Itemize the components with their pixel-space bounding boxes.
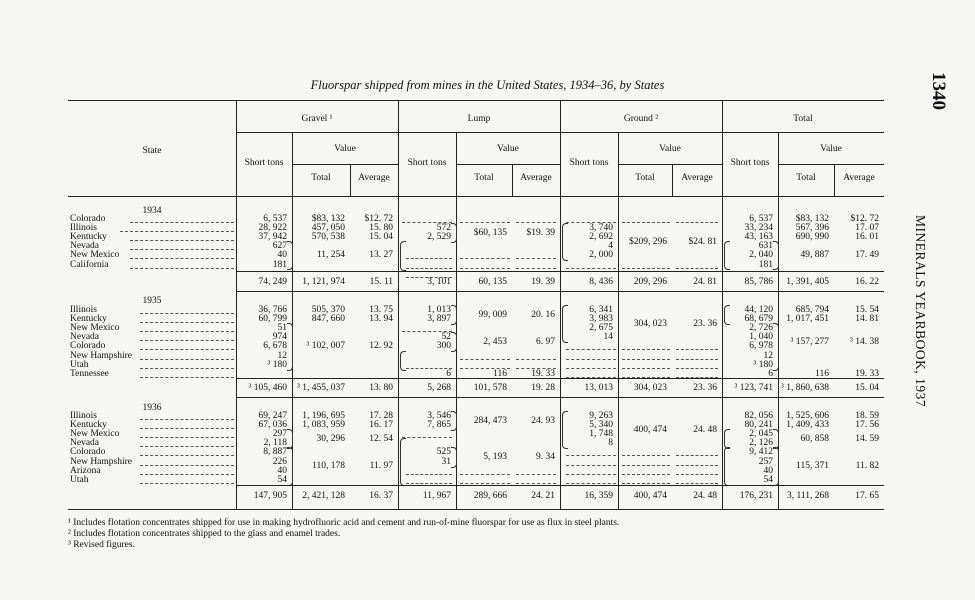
state-name: Utah xyxy=(70,474,89,485)
value-total-header: Total xyxy=(635,173,655,183)
state-name: California xyxy=(70,259,109,270)
table-cell: 505, 370 xyxy=(311,305,345,315)
leader-dashes xyxy=(516,222,556,223)
table-cell: 11. 97 xyxy=(369,461,393,472)
table-cell: 115, 371 xyxy=(796,461,829,472)
leader-dashes xyxy=(140,483,234,484)
table-cell: 685, 794 xyxy=(795,305,829,315)
table-cell: 37, 942 xyxy=(258,232,287,243)
table-cell: 54 xyxy=(277,474,287,485)
leader-dashes xyxy=(622,349,670,350)
table-cell: 15. 04 xyxy=(855,383,879,393)
leader-dashes xyxy=(566,483,616,484)
table-cell: 40 xyxy=(763,465,773,476)
leader-dashes xyxy=(676,359,718,360)
table-cell: 101, 578 xyxy=(473,383,507,393)
leader-dashes xyxy=(402,331,452,332)
leader-dashes xyxy=(406,474,452,475)
leader-dashes xyxy=(622,474,670,475)
value-header: Value xyxy=(497,144,519,154)
short-tons-header: Short tons xyxy=(244,158,284,168)
table-cell: 4 xyxy=(608,241,613,252)
table-cell: 16. 22 xyxy=(855,277,879,287)
leader-dashes xyxy=(676,465,718,466)
leader-dashes xyxy=(566,474,616,475)
rule-line xyxy=(456,164,560,165)
table-cell: 116 xyxy=(815,368,829,379)
table-cell: 3, 983 xyxy=(589,314,613,325)
table-cell: 3, 101 xyxy=(427,277,451,287)
table-cell: 304, 023 xyxy=(633,318,667,329)
state-name: Illinois xyxy=(70,411,97,421)
state-name: New Mexico xyxy=(70,250,120,261)
year-label: 1936 xyxy=(142,403,162,413)
table-cell: 1, 409, 433 xyxy=(786,420,829,431)
table-cell: 209, 296 xyxy=(633,277,667,287)
table-cell: 2, 529 xyxy=(427,232,451,243)
state-name: New Hampshire xyxy=(70,350,132,361)
state-name: New Mexico xyxy=(70,323,120,334)
rule-line xyxy=(236,485,884,486)
leader-dashes xyxy=(516,483,556,484)
table-cell: 1, 017, 451 xyxy=(786,314,829,325)
table-cell: 11, 967 xyxy=(422,491,451,501)
footnote-3: ³ Revised figures. xyxy=(68,540,135,550)
brace xyxy=(724,429,730,449)
table-cell: 3, 897 xyxy=(427,314,451,325)
table-cell: 23. 36 xyxy=(693,383,717,393)
table-cell: 19. 39 xyxy=(531,277,555,287)
state-name: Nevada xyxy=(70,241,100,252)
leader-dashes xyxy=(566,222,616,223)
state-name: Nevada xyxy=(70,332,100,343)
table-cell: 24. 48 xyxy=(693,491,717,501)
year-label: 1934 xyxy=(142,206,162,216)
running-head: MINERALS YEARBOOK, 1937 xyxy=(913,215,928,408)
table-cell: 17. 56 xyxy=(855,420,879,431)
table-cell: 9, 412 xyxy=(749,447,773,458)
table-cell: 6. 97 xyxy=(536,336,555,347)
table-cell: 19. 28 xyxy=(531,383,555,393)
table-cell: 1, 391, 405 xyxy=(786,277,829,287)
table-cell: 181 xyxy=(272,259,287,270)
table-cell: $24. 81 xyxy=(688,236,717,247)
brace xyxy=(724,241,730,269)
leader-dashes xyxy=(130,268,234,269)
table-cell: 2, 000 xyxy=(589,250,613,261)
table-cell: 16. 17 xyxy=(369,420,393,431)
table-cell: 847, 660 xyxy=(311,314,345,325)
value-header: Value xyxy=(659,144,681,154)
table-cell: 226 xyxy=(272,456,287,467)
footnote-1: ¹ Includes flotation concentrates shipped for use in making hydrofluoric acid and cement and run-of-mine fluorspar for use as flux in steel plants. xyxy=(68,518,620,528)
leader-dashes xyxy=(516,368,556,369)
rule-line xyxy=(292,164,398,165)
table-cell: 400, 474 xyxy=(633,491,667,501)
state-header: State xyxy=(142,146,162,156)
ground-header: Ground ² xyxy=(623,114,659,124)
table-cell: 2, 045 xyxy=(749,429,773,440)
leader-dashes xyxy=(676,368,718,369)
table-cell: ³ 105, 460 xyxy=(248,383,287,393)
table-cell: 44, 120 xyxy=(744,305,773,315)
table-cell: 40 xyxy=(277,250,287,261)
table-cell: 2, 126 xyxy=(749,438,773,449)
leader-dashes xyxy=(460,368,510,369)
table-cell: 19. 33 xyxy=(855,368,879,379)
rule-line xyxy=(618,164,722,165)
table-cell: 20. 16 xyxy=(531,309,555,320)
table-cell: 24. 21 xyxy=(531,491,555,501)
table-cell: 176, 231 xyxy=(739,491,773,501)
value-header: Value xyxy=(820,144,842,154)
value-average-header: Average xyxy=(358,173,390,183)
leader-dashes xyxy=(460,359,510,360)
table-cell: 1, 121, 974 xyxy=(302,277,345,287)
leader-dashes xyxy=(516,359,556,360)
table-cell: 2, 040 xyxy=(749,250,773,261)
table-cell: $83, 132 xyxy=(311,214,345,224)
table-cell: 567, 396 xyxy=(795,223,829,234)
table-cell: ³ 1, 455, 037 xyxy=(297,383,345,393)
table-cell: 5, 193 xyxy=(483,451,507,462)
state-name: Colorado xyxy=(70,341,106,352)
table-cell: 13. 80 xyxy=(369,383,393,393)
table-cell: 6 xyxy=(768,368,773,379)
table-cell: 1, 013 xyxy=(427,305,451,315)
short-tons-header: Short tons xyxy=(407,158,447,168)
state-name: Kentucky xyxy=(70,232,107,243)
table-cell: 16, 359 xyxy=(584,491,613,501)
leader-dashes xyxy=(516,268,556,269)
leader-dashes xyxy=(622,483,670,484)
leader-dashes xyxy=(566,359,616,360)
table-cell: 116 xyxy=(493,368,507,379)
value-header: Value xyxy=(334,144,356,154)
table-cell: 6 xyxy=(446,368,451,379)
table-cell: 16. 37 xyxy=(369,491,393,501)
table-cell: 1, 748 xyxy=(589,429,613,440)
table-cell: 17. 49 xyxy=(855,250,879,261)
value-total-header: Total xyxy=(311,173,331,183)
leader-dashes xyxy=(566,455,616,456)
table-cell: 40 xyxy=(277,465,287,476)
table-cell: 9. 34 xyxy=(536,451,555,462)
table-cell: 7, 865 xyxy=(427,420,451,431)
leader-dashes xyxy=(676,455,718,456)
rule-line xyxy=(68,100,884,101)
table-cell: $12. 72 xyxy=(850,214,879,224)
leader-dashes xyxy=(676,222,718,223)
table-cell: 85, 786 xyxy=(744,277,773,287)
leader-dashes xyxy=(566,268,616,269)
table-cell: $60, 135 xyxy=(473,227,507,238)
short-tons-header: Short tons xyxy=(569,158,609,168)
table-cell: 147, 905 xyxy=(253,491,287,501)
table-cell: 67, 036 xyxy=(258,420,287,431)
leader-dashes xyxy=(406,258,452,259)
leader-dashes xyxy=(676,474,718,475)
leader-dashes xyxy=(676,483,718,484)
table-cell: 11, 254 xyxy=(316,250,345,261)
table-cell: 28, 922 xyxy=(258,223,287,234)
table-cell: 3, 740 xyxy=(589,223,613,234)
table-cell: 1, 525, 606 xyxy=(786,411,829,421)
table-cell: ³ 14. 38 xyxy=(850,336,879,347)
brace xyxy=(400,241,406,270)
leader-dashes xyxy=(460,222,510,223)
rule-line xyxy=(236,378,884,379)
table-cell: 289, 666 xyxy=(473,491,507,501)
table-cell: 300 xyxy=(436,341,451,352)
brace xyxy=(724,447,730,485)
table-cell: 13, 013 xyxy=(584,383,613,393)
table-cell: 68, 679 xyxy=(744,314,773,325)
rule-line xyxy=(236,271,884,272)
table-cell: ³ 1, 860, 638 xyxy=(781,383,829,393)
state-name: Kentucky xyxy=(70,314,107,325)
state-name: Arizona xyxy=(70,465,101,476)
table-cell: 74, 249 xyxy=(258,277,287,287)
table-cell: 99, 009 xyxy=(478,309,507,320)
table-cell: 181 xyxy=(758,259,773,270)
table-cell: 18. 59 xyxy=(855,411,879,421)
leader-dashes xyxy=(460,474,510,475)
brace xyxy=(773,323,779,371)
state-name: Tennessee xyxy=(70,368,109,379)
table-cell: 2, 726 xyxy=(749,323,773,334)
table-cell: 304, 023 xyxy=(633,383,667,393)
value-average-header: Average xyxy=(843,173,875,183)
table-cell: 80, 241 xyxy=(744,420,773,431)
page-number: 1340 xyxy=(928,72,949,110)
table-cell: 17. 28 xyxy=(369,411,393,421)
table-cell: 1, 196, 695 xyxy=(302,411,345,421)
table-cell: 2, 675 xyxy=(589,323,613,334)
table-cell: 14 xyxy=(603,332,613,343)
table-cell: 8, 887 xyxy=(263,447,287,458)
table-cell: 14. 59 xyxy=(855,433,879,444)
table-cell: 60, 135 xyxy=(478,277,507,287)
table-cell: 6, 537 xyxy=(749,214,773,224)
table-cell: $209, 296 xyxy=(629,236,667,247)
table-cell: 60, 858 xyxy=(800,433,829,444)
table-cell: 690, 990 xyxy=(795,232,829,243)
table-cell: 570, 538 xyxy=(311,232,345,243)
table-cell: ³ 102, 007 xyxy=(306,341,345,352)
table-cell: 6, 537 xyxy=(263,214,287,224)
table-cell: 15. 54 xyxy=(855,305,879,315)
table-cell: 13. 75 xyxy=(369,305,393,315)
leader-dashes xyxy=(622,359,670,360)
table-cell: 54 xyxy=(763,474,773,485)
state-name: Colorado xyxy=(70,214,106,224)
table-cell: 49, 887 xyxy=(800,250,829,261)
leader-dashes xyxy=(676,268,718,269)
leader-dashes xyxy=(406,268,452,269)
state-name: Illinois xyxy=(70,223,97,234)
value-total-header: Total xyxy=(796,173,816,183)
table-cell: 17. 65 xyxy=(855,491,879,501)
table-cell: 8 xyxy=(608,438,613,449)
leader-dashes xyxy=(622,455,670,456)
rule-line xyxy=(68,196,884,197)
table-cell: 284, 473 xyxy=(473,415,507,426)
table-cell: 257 xyxy=(758,456,773,467)
state-name: New Mexico xyxy=(70,429,120,440)
table-cell: 23. 36 xyxy=(693,318,717,329)
table-cell: 30, 296 xyxy=(316,433,345,444)
table-cell: ³ 180 xyxy=(753,359,773,370)
leader-dashes xyxy=(460,258,510,259)
table-cell: $12. 72 xyxy=(364,214,393,224)
leader-dashes xyxy=(566,368,616,369)
leader-dashes xyxy=(140,377,234,378)
table-cell: 13. 94 xyxy=(369,314,393,325)
year-label: 1935 xyxy=(142,296,162,306)
table-cell: ³ 180 xyxy=(267,359,287,370)
leader-dashes xyxy=(402,222,452,223)
table-cell: 51 xyxy=(277,323,287,334)
table-cell: 60, 799 xyxy=(258,314,287,325)
table-cell: 52 xyxy=(441,332,451,343)
rule-line xyxy=(236,397,884,398)
lump-header: Lump xyxy=(467,114,491,124)
table-cell: 31 xyxy=(441,456,451,467)
table-cell: 974 xyxy=(272,332,287,343)
leader-dashes xyxy=(406,483,452,484)
value-average-header: Average xyxy=(520,173,552,183)
value-total-header: Total xyxy=(474,173,494,183)
table-cell: 17. 07 xyxy=(855,223,879,234)
table-cell: 16. 01 xyxy=(855,232,879,243)
table-cell: 6, 341 xyxy=(589,305,613,315)
total-header: Total xyxy=(793,114,813,124)
table-cell: 12 xyxy=(763,350,773,361)
table-cell: 572 xyxy=(436,223,451,234)
table-cell: 24. 93 xyxy=(531,415,555,426)
state-name: New Hampshire xyxy=(70,456,132,467)
table-cell: 15. 80 xyxy=(369,223,393,234)
table-cell: 5, 340 xyxy=(589,420,613,431)
table-cell: 15. 11 xyxy=(369,277,393,287)
brace xyxy=(724,305,730,325)
table-cell: 1, 040 xyxy=(749,332,773,343)
table-cell: 12. 92 xyxy=(369,341,393,352)
table-cell: ³ 123, 741 xyxy=(734,383,773,393)
table-cell: 11. 82 xyxy=(855,461,879,472)
table-cell: 82, 056 xyxy=(744,411,773,421)
table-cell: 6, 978 xyxy=(749,341,773,352)
leader-dashes xyxy=(460,268,510,269)
table-cell: 24. 48 xyxy=(693,424,717,435)
table-cell: 33, 234 xyxy=(744,223,773,234)
leader-dashes xyxy=(622,368,670,369)
gravel-header: Gravel ¹ xyxy=(301,114,333,124)
table-cell: 15. 04 xyxy=(369,232,393,243)
table-cell: 12. 54 xyxy=(369,433,393,444)
table-cell: 9, 263 xyxy=(589,411,613,421)
leader-dashes xyxy=(402,437,452,438)
state-name: Kentucky xyxy=(70,420,107,431)
leader-dashes xyxy=(622,222,670,223)
rule-line xyxy=(236,291,884,292)
footnote-2: ² Includes flotation concentrates shipped to the glass and enamel trades. xyxy=(68,529,341,539)
leader-dashes xyxy=(566,349,616,350)
table-cell: 36, 766 xyxy=(258,305,287,315)
table-cell: 110, 178 xyxy=(312,461,345,472)
leader-dashes xyxy=(622,465,670,466)
table-cell: 8, 436 xyxy=(589,277,613,287)
rule-line xyxy=(68,509,884,510)
state-name: Utah xyxy=(70,359,89,370)
value-average-header: Average xyxy=(681,173,713,183)
table-cell: 400, 474 xyxy=(633,424,667,435)
state-name: Illinois xyxy=(70,305,97,315)
table-cell: 2, 692 xyxy=(589,232,613,243)
leader-dashes xyxy=(676,349,718,350)
table-cell: 12 xyxy=(277,350,287,361)
table-cell: 457, 050 xyxy=(311,223,345,234)
state-name: Nevada xyxy=(70,438,100,449)
table-cell: 3, 546 xyxy=(427,411,451,421)
leader-dashes xyxy=(566,465,616,466)
table-cell: 627 xyxy=(272,241,287,252)
table-cell: 525 xyxy=(436,447,451,458)
table-cell: 5, 268 xyxy=(427,383,451,393)
table-cell: $83, 132 xyxy=(795,214,829,224)
table-cell: 24. 81 xyxy=(693,277,717,287)
leader-dashes xyxy=(622,268,670,269)
table-cell: 1, 083, 959 xyxy=(302,420,345,431)
table-cell: 14. 81 xyxy=(855,314,879,325)
state-name: Colorado xyxy=(70,447,106,458)
table-cell: 43, 163 xyxy=(744,232,773,243)
table-cell: 2, 421, 128 xyxy=(302,491,345,501)
table-cell: 13. 27 xyxy=(369,250,393,261)
rule-line xyxy=(778,164,884,165)
table-title: Fluorspar shipped from mines in the United States, 1934–36, by States xyxy=(310,78,665,92)
table-cell: 2, 118 xyxy=(263,438,287,449)
leader-dashes xyxy=(516,474,556,475)
table-cell: 69, 247 xyxy=(258,411,287,421)
leader-dashes xyxy=(460,483,510,484)
table-cell: 297 xyxy=(272,429,287,440)
table-cell: 6, 678 xyxy=(263,341,287,352)
table-cell: 3, 111, 268 xyxy=(786,491,829,501)
short-tons-header: Short tons xyxy=(730,158,770,168)
table-cell: ³ 157, 277 xyxy=(790,336,829,347)
table-cell: 631 xyxy=(758,241,773,252)
table-cell: $19. 39 xyxy=(526,227,555,238)
leader-dashes xyxy=(516,258,556,259)
table-cell: 2, 453 xyxy=(483,336,507,347)
table-cell: 19. 33 xyxy=(531,368,555,379)
